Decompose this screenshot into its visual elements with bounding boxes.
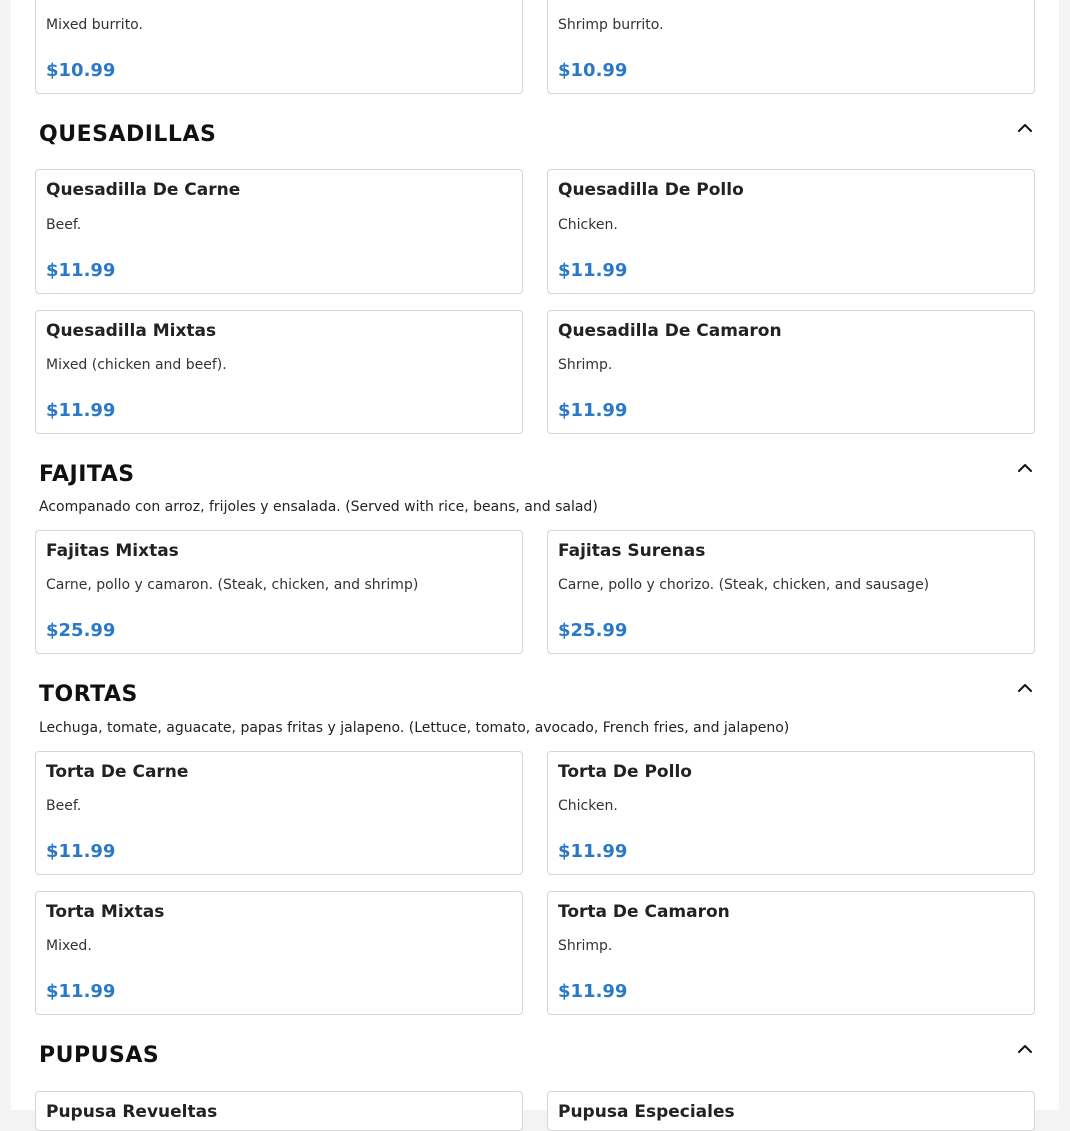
- menu-item-card[interactable]: [547, 751, 1035, 875]
- item-price: $11.99: [46, 400, 116, 421]
- menu-page: [11, 0, 1059, 1122]
- section-title-pupusas: PUPUSAS: [39, 1043, 160, 1068]
- section-note-tortas: Lechuga, tomate, aguacate, papas fritas y jalapeno. (Lettuce, tomato, avocado, French fries, and jalapeno): [39, 720, 790, 736]
- item-description: Shrimp burrito.: [558, 17, 664, 33]
- item-name: Fajitas Mixtas: [46, 541, 179, 561]
- item-price: $10.99: [46, 60, 116, 81]
- item-description: Beef.: [46, 798, 82, 814]
- item-description: Mixed (chicken and beef).: [46, 357, 227, 373]
- menu-item-card[interactable]: [547, 530, 1035, 654]
- item-description: Mixed burrito.: [46, 17, 143, 33]
- menu-item-card[interactable]: [547, 0, 1035, 94]
- item-price: $10.99: [558, 60, 628, 81]
- chevron-up-icon[interactable]: [1015, 1039, 1035, 1059]
- item-name: Quesadilla De Carne: [46, 180, 241, 200]
- section-note-fajitas: Acompanado con arroz, frijoles y ensalada. (Served with rice, beans, and salad): [39, 499, 598, 515]
- item-price: $25.99: [46, 620, 116, 641]
- chevron-up-icon[interactable]: [1015, 458, 1035, 478]
- menu-item-card[interactable]: [35, 0, 523, 94]
- item-price: $11.99: [46, 981, 116, 1002]
- item-name: Quesadilla Mixtas: [46, 321, 217, 341]
- item-description: Chicken.: [558, 217, 618, 233]
- menu-item-card[interactable]: [35, 751, 523, 875]
- item-description: Mixed.: [46, 938, 92, 954]
- item-name: Torta De Carne: [46, 762, 189, 782]
- item-name: Torta De Pollo: [558, 762, 692, 782]
- item-price: $11.99: [558, 400, 628, 421]
- chevron-up-icon[interactable]: [1015, 118, 1035, 138]
- menu-item-card[interactable]: [35, 891, 523, 1015]
- section-title-tortas: TORTAS: [39, 682, 138, 707]
- item-price: $11.99: [558, 981, 628, 1002]
- chevron-up-icon[interactable]: [1015, 678, 1035, 698]
- item-price: $11.99: [46, 260, 116, 281]
- menu-item-card[interactable]: [35, 169, 523, 294]
- item-description: Carne, pollo y camaron. (Steak, chicken, and shrimp): [46, 577, 419, 593]
- menu-item-card[interactable]: [547, 1091, 1035, 1131]
- item-description: Shrimp.: [558, 357, 613, 373]
- menu-item-card[interactable]: [547, 891, 1035, 1015]
- menu-item-card[interactable]: [35, 530, 523, 654]
- menu-item-card[interactable]: [547, 310, 1035, 434]
- section-title-fajitas: FAJITAS: [39, 462, 135, 487]
- item-name: Fajitas Surenas: [558, 541, 706, 561]
- item-name: Quesadilla De Pollo: [558, 180, 744, 200]
- item-description: Carne, pollo y chorizo. (Steak, chicken, and sausage): [558, 577, 930, 593]
- item-name: Pupusa Especiales: [558, 1102, 735, 1122]
- item-name: Torta Mixtas: [46, 902, 165, 922]
- item-price: $25.99: [558, 620, 628, 641]
- item-name: Torta De Camaron: [558, 902, 730, 922]
- item-description: Shrimp.: [558, 938, 613, 954]
- item-price: $11.99: [558, 260, 628, 281]
- item-name: Quesadilla De Camaron: [558, 321, 782, 341]
- menu-item-card[interactable]: [547, 169, 1035, 294]
- item-description: Beef.: [46, 217, 82, 233]
- menu-item-card[interactable]: [35, 310, 523, 434]
- item-price: $11.99: [46, 841, 116, 862]
- item-name: Pupusa Revueltas: [46, 1102, 218, 1122]
- item-description: Chicken.: [558, 798, 618, 814]
- menu-item-card[interactable]: [35, 1091, 523, 1131]
- item-price: $11.99: [558, 841, 628, 862]
- section-title-quesadillas: QUESADILLAS: [39, 122, 217, 147]
